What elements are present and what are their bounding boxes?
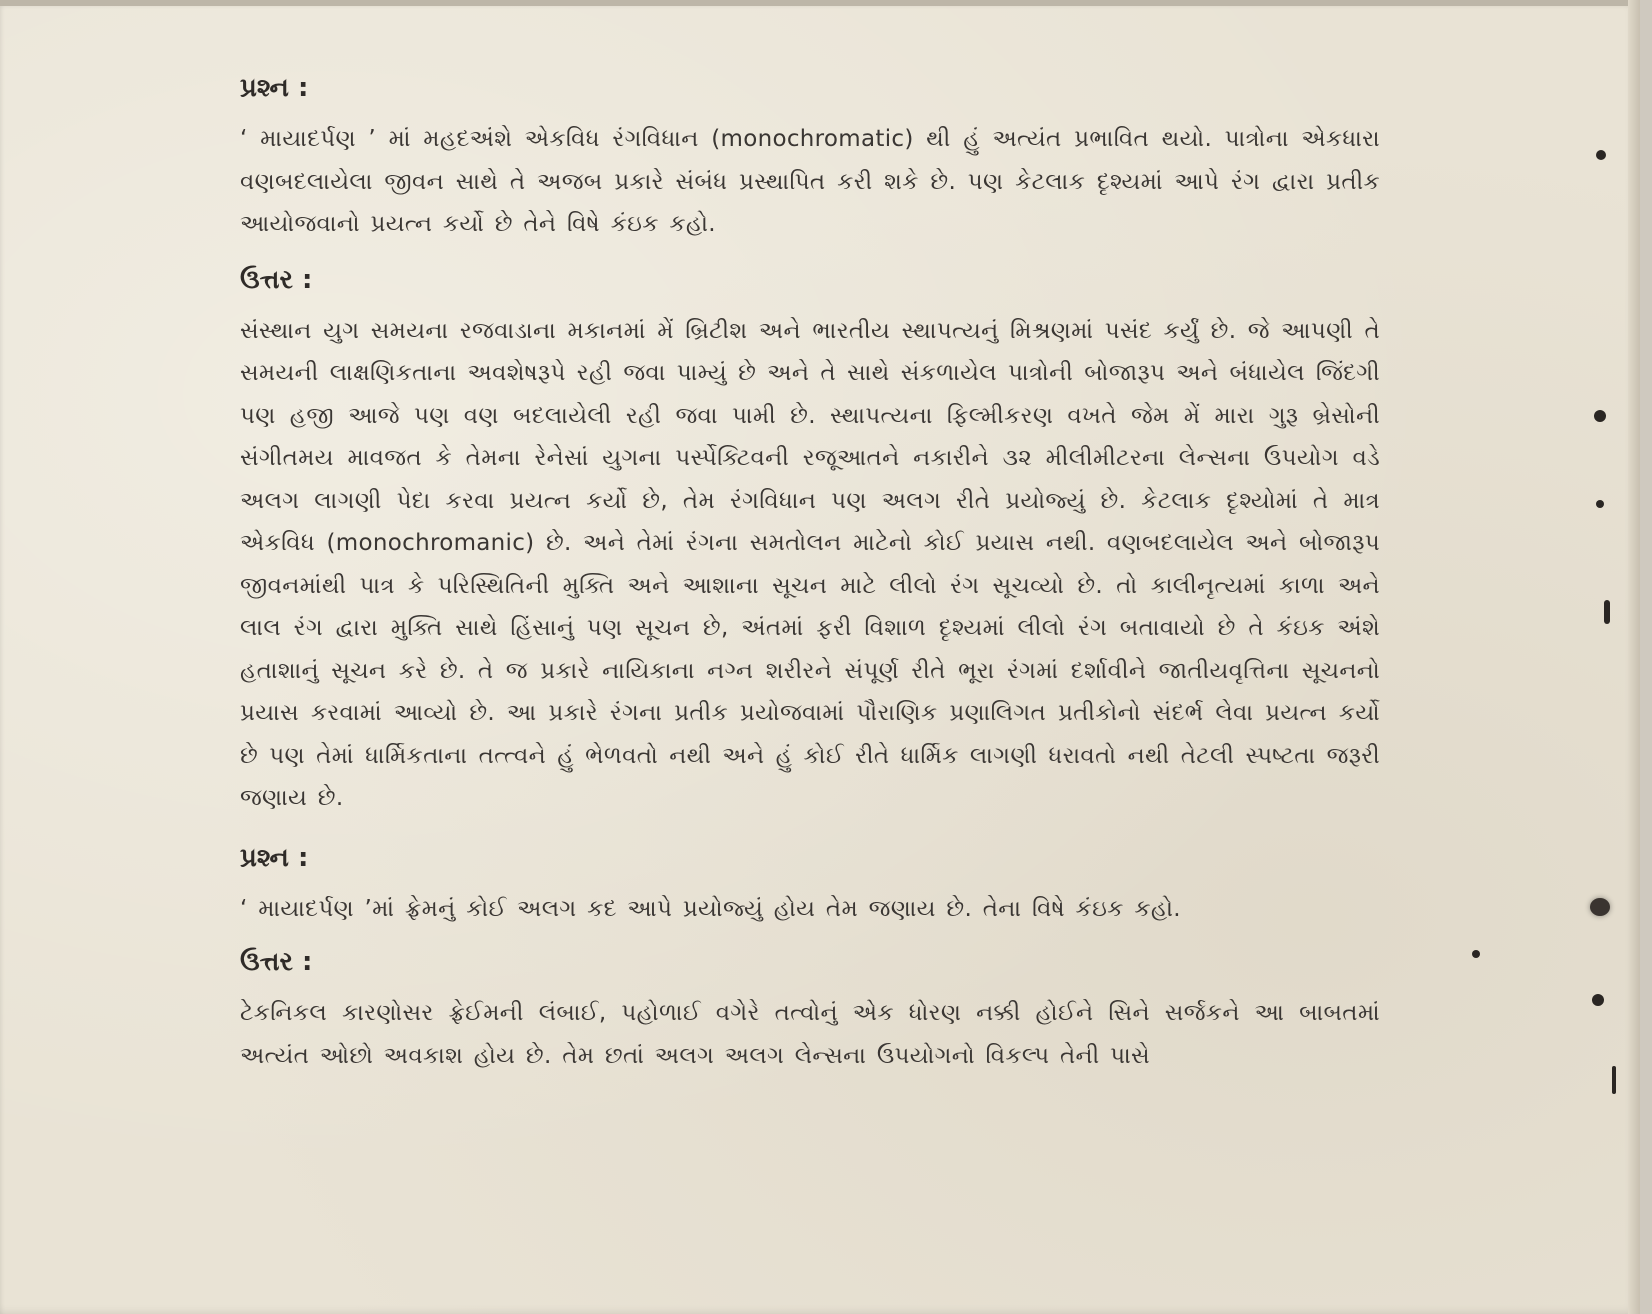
question-1-text: ‘ માયાદર્પણ ’ માં મહદઅંશે એકવિધ રંગવિધાન (monochromatic) થી હું અત્યંત પ્રભાવિત થયો. પાત્રોના એકધારા વણબદલાયેલા જીવન સાથે તે અજબ પ્રકારે સંબંધ પ્રસ્થાપિત કરી શકે છે. પણ કેટલાક દૃશ્યમાં આપે રંગ દ્વારા પ્રતીક આયોજવાનો પ્રયત્ન કર્યો છે તેને વિષે કંઇક કહો. (240, 126, 1380, 237)
question-2-heading: પ્રશ્ન : (240, 842, 309, 873)
answer-1-text: સંસ્થાન યુગ સમયના રજવાડાના મકાનમાં મેં બ્રિટીશ અને ભારતીય સ્થાપત્યનું મિશ્રણમાં પસંદ કર્યું છે. જે આપણી તે સમયની લાક્ષણિકતાના અવશેષરૂપે રહી જવા પામ્યું છે અને તે સાથે સંકળાયેલ પાત્રોની બોજારૂપ અને બંધાયેલ જિંદગી પણ હજી આજે પણ વણ બદલાયેલી રહી જવા પામી છે. સ્થાપત્યના ફિલ્મીકરણ વખતે જેમ મેં મારા ગુરૂ બ્રેસોની સંગીતમય માવજત કે તેમના રેનેસાં યુગના પર્સ્પેક્ટિવની રજૂઆતને નકારીને ૩૨ મીલીમીટરના લેન્સના ઉપયોગ વડે અલગ લાગણી પેદા કરવા પ્રયત્ન કર્યો છે, તેમ રંગવિધાન પણ અલગ રીતે પ્રયોજ્યું છે. કેટલાક દૃશ્યોમાં તે માત્ર એકવિધ (monochromanic) છે. અને તેમાં રંગના સમતોલન માટેનો કોઈ પ્રયાસ નથી. વણબદલાયેલ અને બોજારૂપ જીવનમાંથી પાત્ર કે પરિસ્થિતિની મુક્તિ અને આશાના સૂચન માટે લીલો રંગ સૂચવ્યો છે. તો કાલીનૃત્યમાં કાળા અને લાલ રંગ દ્વારા મુક્તિ સાથે હિંસાનું પણ સૂચન છે, અંતમાં ફરી વિશાળ દૃશ્યમાં લીલો રંગ બતાવાયો છે તે કંઇક અંશે હતાશાનું સૂચન કરે છે. તે જ પ્રકારે નાયિકાના નગ્ન શરીરને સંપૂર્ણ રીતે ભૂરા રંગમાં દર્શાવીને જાતીયવૃત્તિના સૂચનનો પ્રયાસ કરવામાં આવ્યો છે. આ પ્રકારે રંગના પ્રતીક પ્રયોજવામાં પૌરાણિક પ્રણાલિગત પ્રતીકોનો સંદર્ભ લેવા પ્રયત્ન કર્યો છે પણ તેમાં ધાર્મિકતાના તત્ત્વને હું ભેળવતો નથી અને હું કોઈ રીતે ધાર્મિક લાગણી ધરાવતો નથી તેટલી સ્પષ્ટતા જરૂરી જણાય છે. (240, 317, 1380, 811)
binding-hole-mark (1472, 950, 1480, 958)
binding-hole-mark (1594, 410, 1606, 422)
answer-2-heading: ઉત્તર : (240, 947, 313, 977)
binding-hole-mark (1596, 500, 1604, 508)
page-top-edge (0, 0, 1640, 6)
binding-hole-mark (1596, 150, 1606, 160)
page-right-edge (1628, 0, 1640, 1314)
binding-hole-mark (1590, 898, 1610, 916)
question-2-text: ‘ માયાદર્પણ ’માં ફ્રેમનું કોઈ અલગ કદ આપે પ્રયોજ્યું હોય તેમ જણાય છે. તેના વિષે કંઇક કહો. (240, 895, 1181, 922)
binding-hole-mark (1612, 1066, 1616, 1094)
binding-hole-mark (1592, 994, 1604, 1006)
question-1-heading: પ્રશ્ન : (240, 73, 309, 103)
page-content (240, 70, 1380, 1077)
binding-hole-mark (1604, 600, 1610, 624)
answer-2-text: ટેકનિકલ કારણોસર ફ્રેઈમની લંબાઈ, પહોળાઈ વગેરે તત્વોનું એક ધોરણ નક્કી હોઈને સિને સર્જકને આ બાબતમાં અત્યંત ઓછો અવકાશ હોય છે. તેમ છતાં અલગ અલગ લેન્સના ઉપયોગનો વિકલ્પ તેની પાસે (240, 1000, 1380, 1069)
answer-1-heading: ઉત્તર : (240, 264, 313, 295)
